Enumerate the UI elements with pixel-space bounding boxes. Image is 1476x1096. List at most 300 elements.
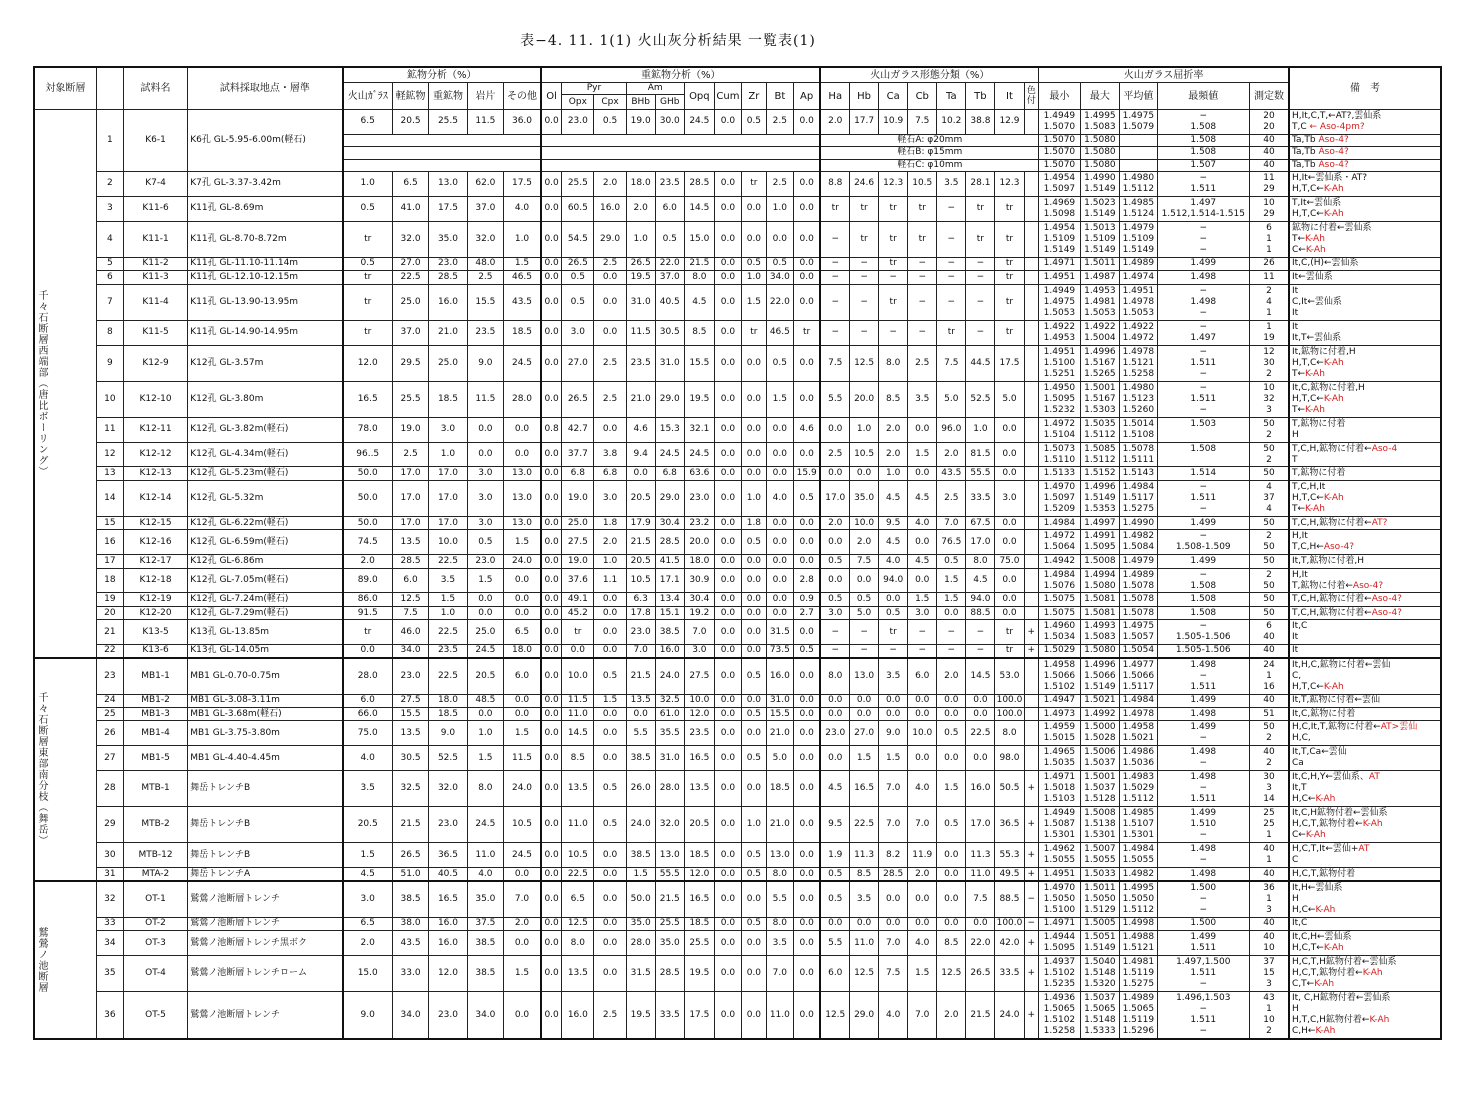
refractive-index-count-line: 16 xyxy=(1263,681,1275,692)
refractive-index-mode-line: 1.496,1.503 xyxy=(1176,993,1231,1004)
glass-shape-value xyxy=(1024,658,1039,694)
mineral-value: 12.5 xyxy=(392,593,428,606)
table-row xyxy=(34,694,1441,707)
header-shape-6: It xyxy=(995,83,1024,110)
refractive-index-mean-line: 1.5055 xyxy=(1122,855,1155,866)
refractive-index-mean-line: 1.5057 xyxy=(1122,632,1155,643)
mineral-value: 0.5 xyxy=(343,257,393,270)
heavy-mineral-value: 21.5 xyxy=(626,658,655,694)
glass-shape-value: 0.0 xyxy=(995,593,1024,606)
heavy-mineral-value: 13.0 xyxy=(655,843,684,868)
heavy-mineral-value: 0.5 xyxy=(741,917,766,930)
remark-cell xyxy=(1289,110,1441,135)
glass-shape-value: 2.0 xyxy=(820,110,849,135)
mineral-value: 1.5 xyxy=(504,955,541,991)
refractive-index-mean-line: 1.5111 xyxy=(1122,454,1155,465)
glass-shape-value: − xyxy=(937,645,966,658)
refractive-index-count-line: 15 xyxy=(1263,968,1275,978)
refractive-index-mode-line: − xyxy=(1199,172,1208,183)
refractive-index-count-line: 3 xyxy=(1266,404,1272,415)
remark-line xyxy=(1290,286,1440,297)
refractive-index-count xyxy=(1250,645,1290,658)
glass-shape-value: 0.0 xyxy=(879,917,908,930)
refractive-index-max-line: 1.5008 xyxy=(1084,555,1116,566)
fault-group-text: 鷲鶯ノ池断層 xyxy=(36,927,47,994)
glass-shape-value: 9.5 xyxy=(820,807,849,843)
glass-shape-value: 0.0 xyxy=(850,917,879,930)
remark-text: Ta,Tb xyxy=(1292,134,1319,145)
glass-shape-value: 2.0 xyxy=(879,442,908,467)
heavy-mineral-value: 0.5 xyxy=(562,284,594,320)
remark-cell xyxy=(1289,881,1441,917)
mineral-value: 2.5 xyxy=(392,442,428,467)
heavy-mineral-value: 13.5 xyxy=(626,694,655,707)
mineral-value: 3.0 xyxy=(467,517,503,530)
glass-shape-value: 0.0 xyxy=(937,746,966,771)
heavy-mineral-value: 29.0 xyxy=(655,381,684,417)
sample-name: MB1-3 xyxy=(123,707,187,720)
mineral-value: 27.5 xyxy=(392,694,428,707)
mineral-value: 32.5 xyxy=(392,770,428,806)
refractive-index-count-line: 6 xyxy=(1266,621,1272,632)
glass-shape-value: 0.5 xyxy=(820,868,849,881)
remark-cell xyxy=(1289,530,1441,555)
mineral-value: 1.5 xyxy=(429,593,467,606)
refractive-index-min-line: 1.4971 xyxy=(1043,772,1076,783)
refractive-index-max-line: 1.5148 xyxy=(1084,968,1116,978)
glass-shape-value: 26.5 xyxy=(966,955,995,991)
remark-text: It,鉱物に付着,H xyxy=(1292,346,1356,357)
refractive-index-min xyxy=(1039,606,1081,619)
glass-shape-value xyxy=(1024,593,1039,606)
refractive-index-max xyxy=(1080,345,1119,381)
mineral-value: 16.0 xyxy=(429,284,467,320)
heavy-mineral-value: 29.0 xyxy=(655,480,684,516)
remark-text: It,C,鉱物に付着 xyxy=(1292,708,1356,719)
refractive-index-mode-line: 1.511 xyxy=(1190,1015,1217,1026)
heavy-mineral-value: 19.0 xyxy=(562,480,594,516)
refractive-index-count-line: 2 xyxy=(1266,758,1272,769)
glass-shape-value: 4.5 xyxy=(879,530,908,555)
remark-text: H,C← xyxy=(1292,794,1316,805)
mineral-value: 18.0 xyxy=(429,694,467,707)
remark-line xyxy=(1290,621,1440,632)
refractive-index-mean-line: 1.5108 xyxy=(1122,429,1155,440)
table-row xyxy=(34,620,1441,645)
refractive-index-mean-line: 1.5021 xyxy=(1122,733,1155,744)
refractive-index-mean-line: 1.4981 xyxy=(1122,957,1155,967)
refractive-index-mode-line: 1.505-1.506 xyxy=(1175,645,1231,656)
refractive-index-count xyxy=(1250,992,1290,1040)
glass-shape-value: tr xyxy=(908,196,937,221)
mineral-value: 46.0 xyxy=(392,620,428,645)
header-heavy-sub-3: GHb xyxy=(655,95,684,110)
refractive-index-min: 1.5070 xyxy=(1039,134,1081,146)
row-number: 1 xyxy=(96,110,123,172)
refractive-index-mean xyxy=(1120,271,1157,284)
refractive-index-count-line: 12 xyxy=(1263,346,1275,357)
refractive-index-max xyxy=(1080,694,1119,707)
sample-location: K12孔 GL-3.82m(軽石) xyxy=(188,417,343,442)
sample-location: K12孔 GL-6.59m(軽石) xyxy=(188,530,343,555)
row-number: 19 xyxy=(96,593,123,606)
heavy-mineral-value: 0.5 xyxy=(793,645,820,658)
refractive-index-max-line: 1.4991 xyxy=(1084,531,1116,542)
glass-shape-value: − xyxy=(966,320,995,345)
glass-shape-value xyxy=(1024,257,1039,270)
refractive-index-mode-line: 1.499 xyxy=(1190,808,1217,819)
refractive-index-count-line: 50 xyxy=(1263,580,1275,591)
remark-cell xyxy=(1289,770,1441,806)
glass-shape-value: − xyxy=(937,620,966,645)
refractive-index-mean xyxy=(1120,467,1157,480)
heavy-mineral-value: 0.0 xyxy=(714,271,741,284)
refractive-index-min-line: 1.5087 xyxy=(1043,819,1076,830)
row-number: 34 xyxy=(96,931,123,956)
glass-shape-value: 0.0 xyxy=(820,530,849,555)
refractive-index-count-line: 1 xyxy=(1266,233,1272,244)
refractive-index-mean xyxy=(1120,480,1157,516)
heavy-mineral-value: 23.0 xyxy=(562,110,594,135)
heavy-mineral-value: 0.0 xyxy=(714,992,741,1040)
glass-shape-value: 17.0 xyxy=(820,480,849,516)
remark-cell xyxy=(1289,555,1441,568)
header-row-1 xyxy=(34,67,1441,83)
mineral-value: 0.0 xyxy=(504,417,541,442)
heavy-mineral-value: 16.0 xyxy=(562,992,594,1040)
heavy-mineral-value: 0.0 xyxy=(714,257,741,270)
sample-location: MB1 GL-3.08-3.11m xyxy=(188,694,343,707)
refractive-index-min-line: 1.5064 xyxy=(1043,542,1076,553)
heavy-mineral-value: 0.0 xyxy=(793,843,820,868)
heavy-mineral-value: 19.0 xyxy=(562,555,594,568)
refractive-index-mean xyxy=(1120,843,1157,868)
refractive-index-mode xyxy=(1157,568,1249,593)
refractive-index-count-line: 20 xyxy=(1263,110,1275,121)
mineral-value: 0.0 xyxy=(504,442,541,467)
refractive-index-max xyxy=(1080,931,1119,956)
row-number: 24 xyxy=(96,694,123,707)
remark-text: T,鉱物に付着 xyxy=(1292,418,1346,429)
mineral-value: 66.0 xyxy=(343,707,393,720)
remark-tephra: K-Ah xyxy=(1305,503,1325,514)
heavy-mineral-value: 0.5 xyxy=(594,770,626,806)
heavy-mineral-value: 12.0 xyxy=(684,868,714,881)
refractive-index-count xyxy=(1250,620,1290,645)
remark-cell xyxy=(1289,257,1441,270)
pumice-description: 軽石A: φ20mm xyxy=(820,134,1038,146)
glass-shape-value: 28.1 xyxy=(966,171,995,196)
refractive-index-count xyxy=(1250,658,1290,694)
remark-text: 鉱物に付着←雲仙系 xyxy=(1292,222,1372,233)
refractive-index-mean xyxy=(1120,134,1157,146)
refractive-index-mean-line: 1.4975 xyxy=(1122,621,1155,632)
refractive-index-max-line: 1.5004 xyxy=(1084,332,1116,343)
refractive-index-mean xyxy=(1120,442,1157,467)
refractive-index-min-line: 1.5100 xyxy=(1043,904,1076,915)
heavy-mineral-value: 24.5 xyxy=(684,110,714,135)
refractive-index-min xyxy=(1039,568,1081,593)
heavy-mineral-value: 0.0 xyxy=(714,917,741,930)
glass-shape-value: 7.0 xyxy=(937,517,966,530)
remark-text: It,H←雲仙系 xyxy=(1292,882,1343,893)
heavy-mineral-value: 0.0 xyxy=(793,442,820,467)
refractive-index-min-line: 1.5034 xyxy=(1043,632,1076,643)
refractive-index-max-line: 1.4996 xyxy=(1084,346,1116,357)
glass-shape-value: 1.0 xyxy=(850,417,879,442)
refractive-index-mean xyxy=(1120,171,1157,196)
glass-shape-value: 36.5 xyxy=(995,807,1024,843)
glass-shape-value: 1.5 xyxy=(908,593,937,606)
mineral-value: 0.0 xyxy=(504,707,541,720)
heavy-mineral-value: 1.1 xyxy=(594,568,626,593)
heavy-mineral-value: 0.0 xyxy=(766,530,793,555)
header-sample-name: 試料名 xyxy=(123,67,187,110)
remark-cell xyxy=(1289,992,1441,1040)
row-number: 36 xyxy=(96,992,123,1040)
remark-tephra: K-Ah xyxy=(1305,244,1326,255)
heavy-mineral-value: 0.0 xyxy=(594,645,626,658)
remark-line xyxy=(1290,660,1440,671)
refractive-index-mode-line: 1.498 xyxy=(1190,659,1217,670)
refractive-index-mode xyxy=(1157,417,1249,442)
heavy-mineral-value: 40.5 xyxy=(655,284,684,320)
row-number: 18 xyxy=(96,568,123,593)
heavy-mineral-value: 11.5 xyxy=(562,694,594,707)
glass-shape-value: 75.0 xyxy=(995,555,1024,568)
remark-tephra: K-Ah xyxy=(1305,233,1325,244)
refractive-index-mean-line: 1.5065 xyxy=(1122,1004,1155,1015)
heavy-mineral-value: 0.0 xyxy=(541,881,562,917)
mineral-value: 20.5 xyxy=(467,658,503,694)
table-row xyxy=(34,807,1441,843)
table-row xyxy=(34,568,1441,593)
table-row xyxy=(34,320,1441,345)
mineral-value: 96..5 xyxy=(343,442,393,467)
refractive-index-min xyxy=(1039,807,1081,843)
mineral-value: 48.5 xyxy=(467,694,503,707)
remark-tephra: ← Aso-4pm? xyxy=(1309,121,1365,132)
refractive-index-mean xyxy=(1120,694,1157,707)
glass-shape-value: 22.0 xyxy=(966,931,995,956)
glass-shape-value: 8.5 xyxy=(879,381,908,417)
glass-shape-value: 17.0 xyxy=(966,530,995,555)
glass-shape-value: tr xyxy=(995,221,1024,257)
glass-shape-value: 0.0 xyxy=(820,694,849,707)
refractive-index-count-line: 50 xyxy=(1263,555,1275,566)
refractive-index-count-line: 10 xyxy=(1263,1015,1275,1026)
refractive-index-max-line: 1.4953 xyxy=(1084,285,1116,296)
refractive-index-max xyxy=(1080,917,1119,930)
refractive-index-count-line: 50 xyxy=(1263,722,1275,733)
remark-tephra: Aso-4? xyxy=(1318,159,1349,170)
glass-shape-value: − xyxy=(879,645,908,658)
glass-shape-value: 50.5 xyxy=(995,770,1024,806)
heavy-mineral-value: 17.9 xyxy=(626,517,655,530)
refractive-index-mode-line: 1.511 xyxy=(1190,794,1217,805)
sample-name: MTA-2 xyxy=(123,868,187,881)
refractive-index-count xyxy=(1250,721,1290,746)
heavy-mineral-value: 0.0 xyxy=(714,171,741,196)
glass-shape-value: − xyxy=(966,645,995,658)
remark-text: H,It,C,T,←AT?,雲仙系 xyxy=(1292,110,1382,121)
refractive-index-count-line: 14 xyxy=(1263,794,1275,805)
heavy-mineral-value: 0.0 xyxy=(793,221,820,257)
mineral-value: 0.0 xyxy=(343,645,393,658)
refractive-index-mode-line: 1.511 xyxy=(1190,681,1217,692)
glass-shape-value: 55.5 xyxy=(966,467,995,480)
sample-name: K12-9 xyxy=(123,345,187,381)
glass-shape-value: 0.0 xyxy=(850,568,879,593)
glass-shape-value: 3.5 xyxy=(908,381,937,417)
heavy-mineral-value: 8.5 xyxy=(684,320,714,345)
glass-shape-value xyxy=(1024,221,1039,257)
mineral-value: 1.5 xyxy=(467,568,503,593)
mineral-value: 40.5 xyxy=(429,868,467,881)
remark-text: H,C← xyxy=(1292,904,1316,915)
refractive-index-count-line: 43 xyxy=(1263,993,1275,1004)
mineral-value: 0.0 xyxy=(467,417,503,442)
mineral-value: 1.5 xyxy=(504,530,541,555)
refractive-index-count-line: 1 xyxy=(1266,830,1272,841)
refractive-index-mean-line: 1.4978 xyxy=(1122,296,1155,307)
refractive-index-mean xyxy=(1120,721,1157,746)
glass-shape-value: 52.5 xyxy=(966,381,995,417)
mineral-value: 0.0 xyxy=(467,593,503,606)
heavy-mineral-value: 8.0 xyxy=(684,271,714,284)
mineral-value: 16.5 xyxy=(343,381,393,417)
row-number: 31 xyxy=(96,868,123,881)
glass-shape-value: 0.0 xyxy=(995,517,1024,530)
glass-shape-value: 1.5 xyxy=(879,746,908,771)
refractive-index-min-line: 1.4975 xyxy=(1043,296,1076,307)
sample-name: K12-11 xyxy=(123,417,187,442)
remark-text: T,C,H,鉱物に付着← xyxy=(1292,443,1372,454)
heavy-mineral-value: 22.5 xyxy=(562,868,594,881)
remark-line xyxy=(1290,957,1440,968)
refractive-index-mode xyxy=(1157,707,1249,720)
refractive-index-mean xyxy=(1120,159,1157,171)
refractive-index-mean xyxy=(1120,881,1157,917)
glass-shape-value: − xyxy=(1024,917,1039,930)
refractive-index-max-line: 1.5149 xyxy=(1084,492,1116,503)
heavy-mineral-value: 0.8 xyxy=(541,417,562,442)
heavy-mineral-value: 17.5 xyxy=(684,992,714,1040)
refractive-index-mode-line: 1.508 xyxy=(1190,580,1217,591)
heavy-mineral-value: 4.6 xyxy=(793,417,820,442)
sample-name: MTB-12 xyxy=(123,843,187,868)
refractive-index-min-line: 1.4962 xyxy=(1043,844,1076,855)
refractive-index-max: 1.5080 xyxy=(1080,134,1119,146)
heavy-mineral-value: 2.0 xyxy=(626,196,655,221)
remark-text: T← xyxy=(1292,233,1306,244)
table-row xyxy=(34,417,1441,442)
refractive-index-mode xyxy=(1157,555,1249,568)
refractive-index-mean xyxy=(1120,770,1157,806)
glass-shape-value: 0.0 xyxy=(879,881,908,917)
row-number: 5 xyxy=(96,257,123,270)
glass-shape-value: 0.0 xyxy=(966,746,995,771)
heavy-mineral-value: 0.0 xyxy=(541,345,562,381)
refractive-index-max-line: 1.5008 xyxy=(1084,808,1116,819)
remark-text: H,C,T,鉱物付着← xyxy=(1292,819,1363,830)
refractive-index-count xyxy=(1250,606,1290,619)
remark-line xyxy=(1290,482,1440,493)
glass-shape-value: 0.5 xyxy=(937,721,966,746)
heavy-mineral-value: 0.0 xyxy=(766,606,793,619)
refractive-index-mean xyxy=(1120,707,1157,720)
mineral-value: 7.0 xyxy=(504,881,541,917)
refractive-index-mean xyxy=(1120,530,1157,555)
heavy-mineral-value: 0.0 xyxy=(714,284,741,320)
heavy-mineral-value: 0.0 xyxy=(714,658,741,694)
heavy-mineral-value: 0.0 xyxy=(793,517,820,530)
refractive-index-min-line: 1.5110 xyxy=(1043,454,1076,465)
glass-shape-value: 0.0 xyxy=(995,568,1024,593)
refractive-index-count-line: 2 xyxy=(1266,569,1272,580)
heavy-mineral-value: 0.0 xyxy=(594,620,626,645)
refractive-index-count-line: 2 xyxy=(1266,1026,1272,1037)
heavy-mineral-value: 0.0 xyxy=(594,931,626,956)
remark-text: It,C,H←雲仙系 xyxy=(1292,932,1352,942)
refractive-index-count-line: 50 xyxy=(1263,443,1275,454)
heavy-mineral-value: 0.0 xyxy=(541,721,562,746)
header-heavy-sub-0: Opx xyxy=(562,95,594,110)
header-number xyxy=(96,67,123,110)
refractive-index-mean-line: 1.4985 xyxy=(1122,197,1155,208)
heavy-mineral-value: 0.0 xyxy=(541,442,562,467)
refractive-index-count-line: 1 xyxy=(1266,855,1272,866)
glass-shape-value: 2.0 xyxy=(908,868,937,881)
sample-name: K12-12 xyxy=(123,442,187,467)
row-number: 8 xyxy=(96,320,123,345)
remark-line xyxy=(1290,747,1440,758)
heavy-mineral-value: 3.0 xyxy=(562,320,594,345)
mineral-value: 0.5 xyxy=(343,196,393,221)
refractive-index-count-line: 50 xyxy=(1263,607,1275,618)
refractive-index-count-line: 36 xyxy=(1263,882,1275,893)
refractive-index-min xyxy=(1039,530,1081,555)
remark-text: It,C xyxy=(1292,621,1308,632)
glass-shape-value: + xyxy=(1024,931,1039,956)
remark-text: T,C,H,It xyxy=(1292,481,1326,492)
refractive-index-mode-line: − xyxy=(1199,285,1208,296)
heavy-mineral-value: 1.5 xyxy=(766,381,793,417)
sample-name: OT-5 xyxy=(123,992,187,1040)
glass-shape-value: − xyxy=(820,257,849,270)
heavy-mineral-value: 0.0 xyxy=(793,721,820,746)
glass-shape-value: 0.0 xyxy=(908,694,937,707)
refractive-index-mode-line: 1.498 xyxy=(1190,747,1217,758)
mineral-value: 28.0 xyxy=(343,658,393,694)
glass-shape-value: − xyxy=(850,620,879,645)
heavy-mineral-value: 0.0 xyxy=(793,807,820,843)
refractive-index-mean-line: 1.5078 xyxy=(1122,443,1155,454)
refractive-index-mode xyxy=(1157,992,1249,1040)
refractive-index-mean-line: 1.4988 xyxy=(1122,932,1155,942)
heavy-mineral-value: 22.0 xyxy=(766,284,793,320)
heavy-mineral-value: 1.5 xyxy=(594,694,626,707)
heavy-mineral-value: 16.5 xyxy=(684,746,714,771)
heavy-mineral-value: 13.5 xyxy=(562,955,594,991)
heavy-mineral-value: 0.0 xyxy=(541,620,562,645)
heavy-mineral-value: 2.5 xyxy=(766,171,793,196)
mineral-value: 12.0 xyxy=(343,345,393,381)
header-shape-7: 色付 xyxy=(1024,83,1039,110)
refractive-index-mean-line: 1.5296 xyxy=(1122,1026,1155,1037)
heavy-mineral-value: 0.0 xyxy=(714,606,741,619)
remark-line xyxy=(1290,783,1440,794)
